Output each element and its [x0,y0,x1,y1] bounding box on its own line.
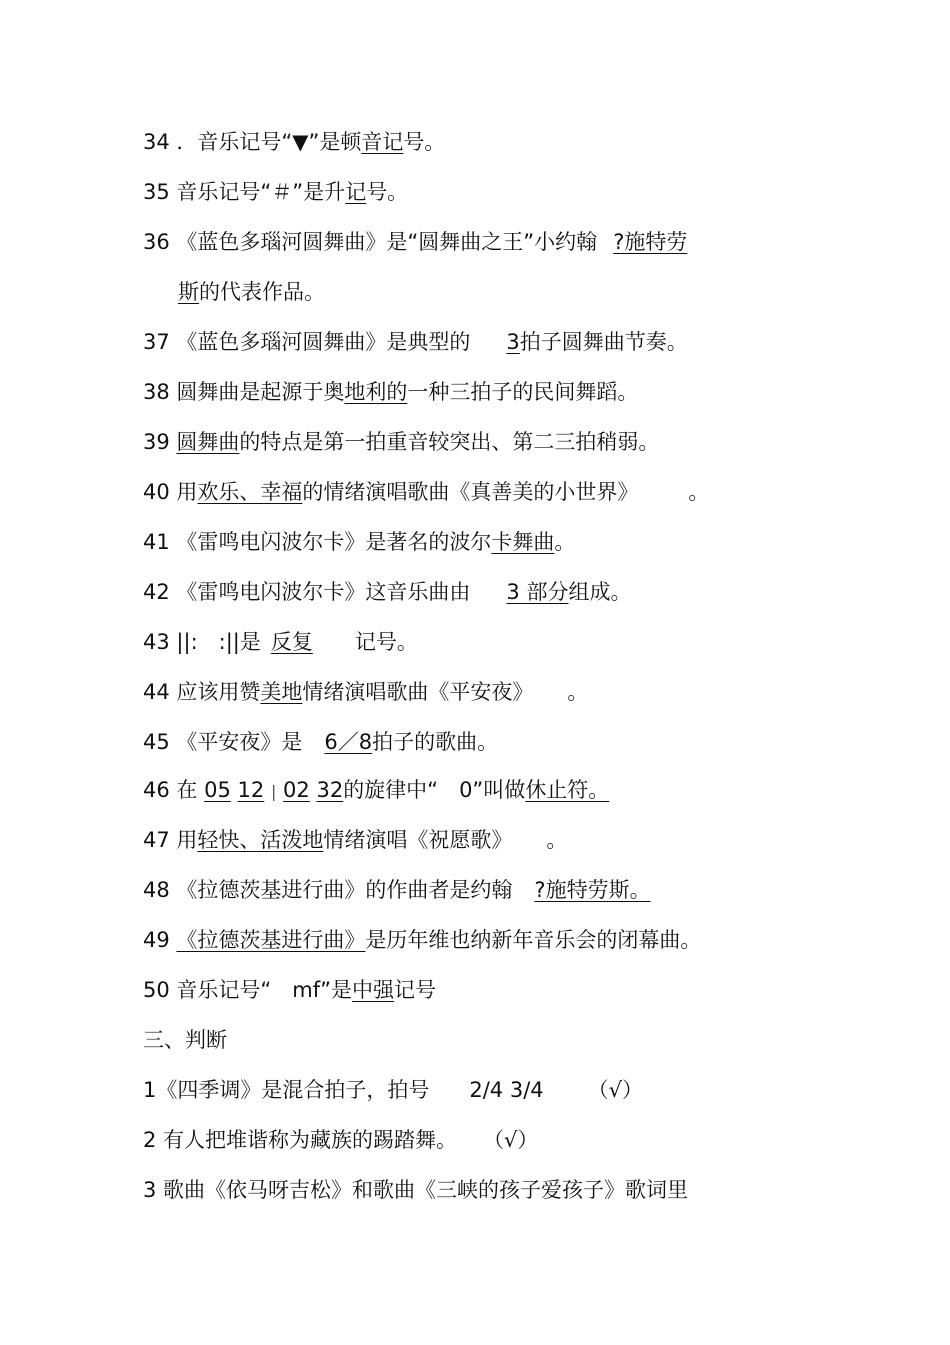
question-37: 37 《蓝色多瑙河圆舞曲》是典型的 3拍子圆舞曲节奏。 [143,330,688,354]
answer-46: 休止符。 [525,778,610,802]
answer-41: 卡舞曲 [491,530,555,554]
melody-05: 05 [204,778,231,802]
question-42: 42 《雷鸣电闪波尔卡》这音乐曲由 3 部分组成。 [143,580,632,604]
question-43: 43 ||: :||是 反复 记号。 [143,630,418,654]
check-mark: （√） [587,1078,644,1102]
answer-37: 3 [506,330,520,354]
answer-35: 记 [345,180,367,204]
question-38: 38 圆舞曲是起源于奥地利的一种三拍子的民间舞蹈。 [143,380,639,404]
answer-44: 美地 [260,680,303,704]
answer-43: 反复 [270,630,313,654]
bar-line: | [270,782,277,801]
answer-50: 中强 [352,978,395,1002]
answer-47: 轻快、活泼地 [197,828,324,852]
question-50: 50 音乐记号“ mf”是中强记号 [143,978,437,1002]
judge-1: 1《四季调》是混合拍子，拍号 2/4 3/4 （√） [143,1078,644,1102]
answer-36-continued: 斯 [178,280,199,304]
question-40: 40 用欢乐、幸福的情绪演唱歌曲《真善美的小世界》 。 [143,480,710,504]
answer-49: 《拉德茨基进行曲》 [176,928,366,952]
melody-12: 12 [237,778,265,802]
answer-34: 音记 [361,130,404,154]
question-46: 46 在 05 12 | 02 32的旋律中“ 0”叫做休止符。 [143,778,610,802]
question-34: 34 ．音乐记号“▼”是顿音记号。 [143,130,446,154]
question-47: 47 用轻快、活泼地情绪演唱《祝愿歌》 。 [143,828,568,852]
judge-2: 2 有人把堆谐称为藏族的踢踏舞。 （√） [143,1128,539,1152]
answer-40: 欢乐、幸福 [197,480,303,504]
time-signature: 2/4 3/4 [469,1078,544,1102]
check-mark: （√） [483,1128,539,1152]
question-36-continued: 斯的代表作品。 [178,280,325,304]
answer-36: ?施特劳 [613,230,688,254]
question-49: 49 《拉德茨基进行曲》是历年维也纳新年音乐会的闭幕曲。 [143,928,702,952]
section-title: 三、判断 [143,1028,227,1052]
question-45: 45 《平安夜》是 6／8拍子的歌曲。 [143,730,499,754]
answer-38: 地利的 [344,380,408,404]
melody-32: 32 [316,778,344,802]
question-39: 39 圆舞曲的特点是第一拍重音较突出、第二三拍稍弱。 [143,430,660,454]
melody-02: 02 [283,778,310,802]
answer-48: ?施特劳斯。 [534,878,651,902]
answer-42: 3 部分 [506,580,569,604]
answer-39: 圆舞曲 [176,430,240,454]
judge-3: 3 歌曲《依马呀吉松》和歌曲《三峡的孩子爱孩子》歌词里 [143,1178,689,1202]
question-48: 48 《拉德茨基进行曲》的作曲者是约翰 ?施特劳斯。 [143,875,890,905]
question-36: 36 《蓝色多瑙河圆舞曲》是“圆舞曲之王”小约翰 ?施特劳 [143,227,890,257]
question-44: 44 应该用赞美地情绪演唱歌曲《平安夜》 。 [143,680,589,704]
answer-45: 6／8 [324,730,373,754]
question-41: 41 《雷鸣电闪波尔卡》是著名的波尔卡舞曲。 [143,530,576,554]
question-35: 35 音乐记号“＃”是升记号。 [143,180,409,204]
